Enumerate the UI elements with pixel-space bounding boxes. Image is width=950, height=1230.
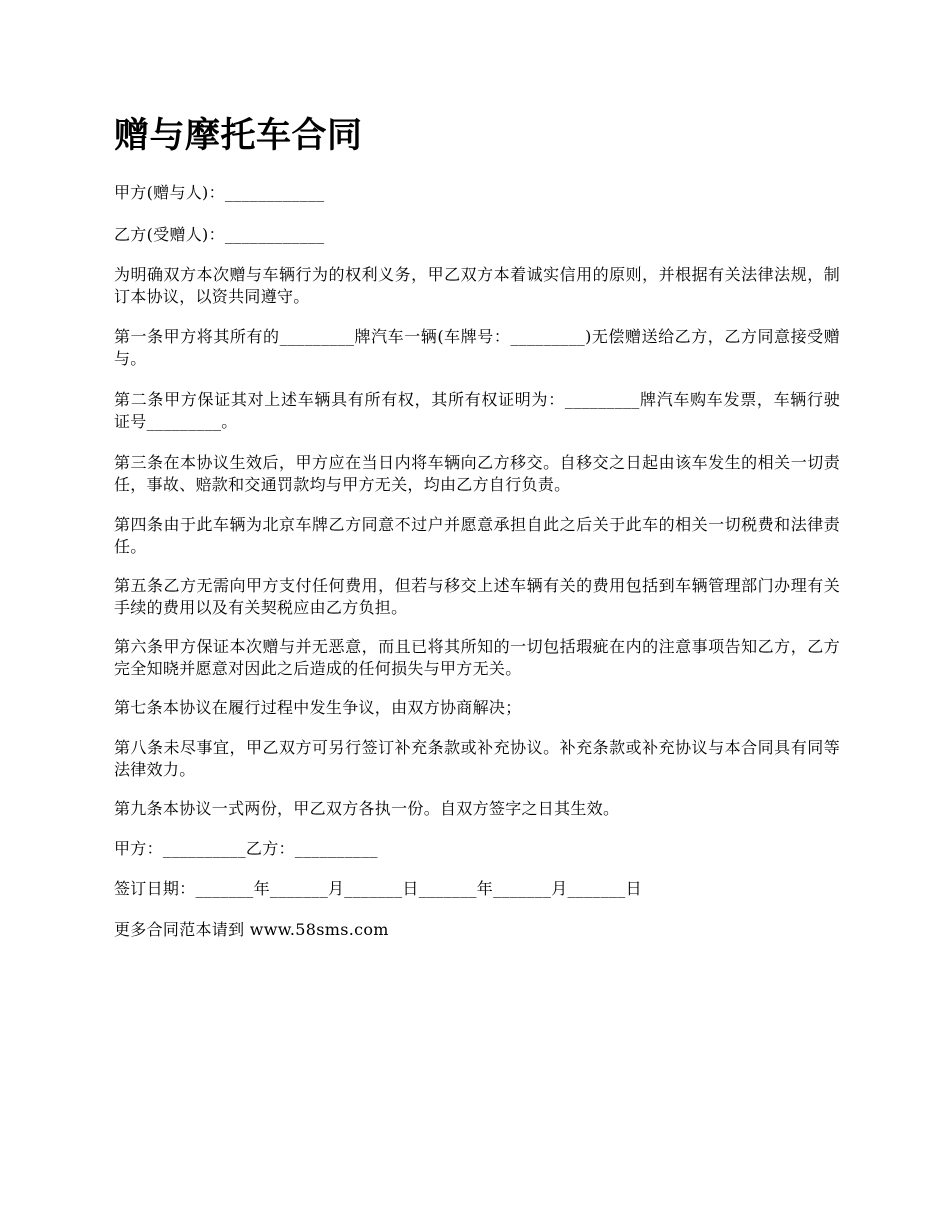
intro-paragraph: 为明确双方本次赠与车辆行为的权利义务，甲乙双方本着诚实信用的原则，并根据有关法律法规，制订本协议，以资共同遵守。: [114, 265, 840, 306]
clause-8: 第八条未尽事宜，甲乙双方可另行签订补充条款或补充协议。补充条款或补充协议与本合同具有同等法律效力。: [114, 738, 840, 779]
clause-5: 第五条乙方无需向甲方支付任何费用，但若与移交上述车辆有关的费用包括到车辆管理部门办理有关手续的费用以及有关契税应由乙方负担。: [114, 576, 840, 617]
clause-3: 第三条在本协议生效后，甲方应在当日内将车辆向乙方移交。自移交之日起由该车发生的相关一切责任，事故、赔款和交通罚款均与甲方无关，均由乙方自行负责。: [114, 453, 840, 494]
clause-4: 第四条由于此车辆为北京车牌乙方同意不过户并愿意承担自此之后关于此车的相关一切税费和法律责任。: [114, 515, 840, 556]
clause-2: 第二条甲方保证其对上述车辆具有所有权，其所有权证明为：_________牌汽车购车发票，车辆行驶证号_________。: [114, 390, 840, 431]
sign-date-line: 签订日期：_______年_______月_______日_______年_______月_______日: [114, 879, 642, 898]
party-a-line: 甲方(赠与人)：____________: [114, 183, 325, 202]
footer-note: 更多合同范本请到 www.58sms.com: [114, 920, 389, 939]
clause-1: 第一条甲方将其所有的_________牌汽车一辆(车牌号：_________)无偿赠送给乙方，乙方同意接受赠与。: [114, 327, 840, 368]
clause-9: 第九条本协议一式两份，甲乙双方各执一份。自双方签字之日其生效。: [114, 799, 620, 818]
party-b-line: 乙方(受赠人)：____________: [114, 225, 325, 244]
clause-6: 第六条甲方保证本次赠与并无恶意，而且已将其所知的一切包括瑕疵在内的注意事项告知乙方，乙方完全知晓并愿意对因此之后造成的任何损失与甲方无关。: [114, 637, 840, 678]
clause-7: 第七条本协议在履行过程中发生争议，由双方协商解决；: [114, 698, 522, 717]
document-title: 赠与摩托车合同: [114, 116, 363, 156]
signature-line: 甲方：__________乙方：__________: [114, 839, 378, 858]
